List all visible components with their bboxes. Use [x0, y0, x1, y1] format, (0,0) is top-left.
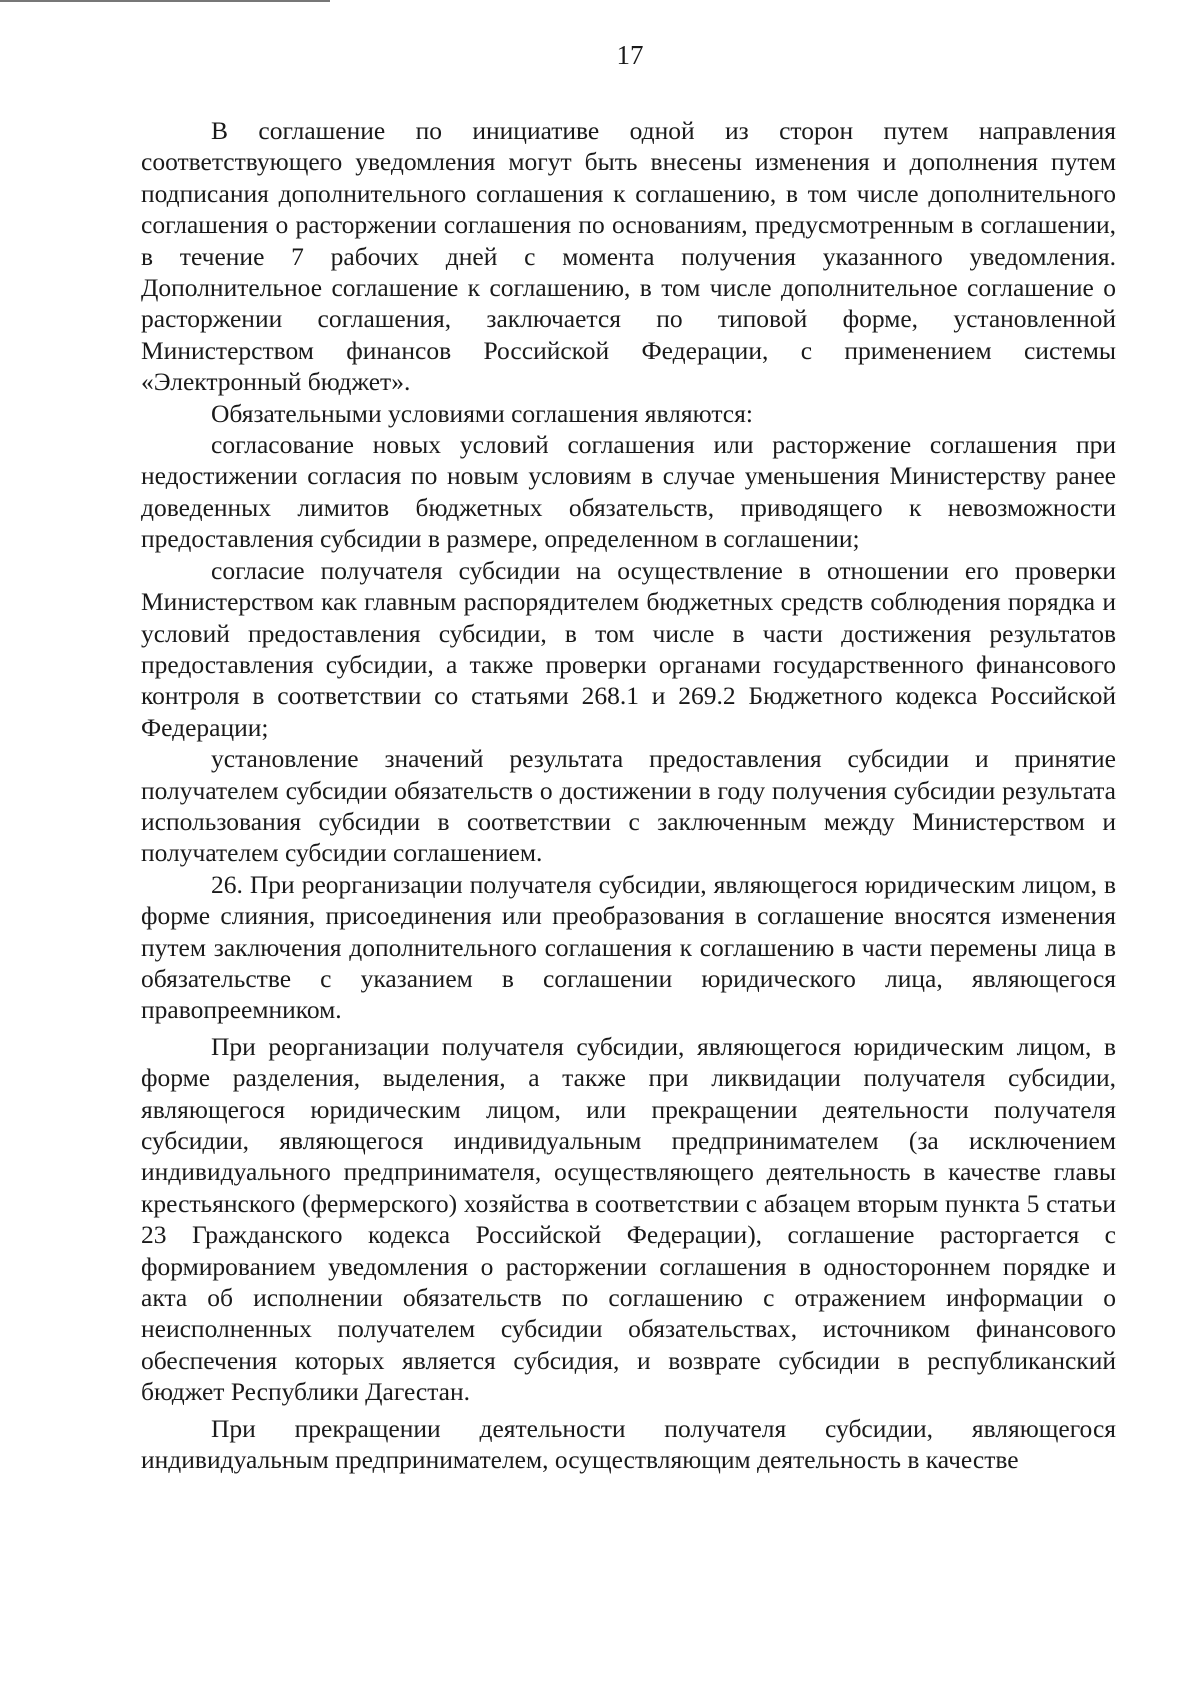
paragraph-mandatory-conditions: Обязательными условиями соглашения являются:	[211, 398, 753, 428]
paragraph-entrepreneur-cessation: При прекращении деятельности получателя субсидии, являющегося индивидуальным предпринимателем, осуществляющим деятельность в качестве	[141, 1413, 1116, 1475]
paragraph-item-26-reorganization: 26. При реорганизации получателя субсидии, являющегося юридическим лицом, в форме слияния, присоединения или преобразования в соглашение вносятся изменения путем заключения дополнительного соглашения к соглашению в части перемены лица в обязательстве с указанием в соглашении юридического лица, являющегося правопреемником.	[141, 869, 1116, 1025]
paragraph-amendment: В соглашение по инициативе одной из сторон путем направления соответствующего уведомления могут быть внесены изменения и дополнения путем подписания дополнительного соглашения к соглашению, в том числе дополнительного соглашения о расторжении соглашения по основаниям, предусмотренным в соглашении, в течение 7 рабочих дней с момента получения указанного уведомления. Дополнительное соглашение к соглашению, в том числе дополнительное соглашение о расторжении соглашения, заключается по типовой форме, установленной Министерством финансов Российской Федерации, с применением системы «Электронный бюджет».	[141, 116, 1116, 397]
page-number: 17	[616, 40, 644, 70]
paragraph-condition-audit-consent: согласие получателя субсидии на осуществление в отношении его проверки Министерством как главным распорядителем бюджетных средств соблюдения порядка и условий предоставления субсидии, в том числе в части достижения результатов предоставления субсидии, а также проверки органами государственного финансового контроля в соответствии со статьями 268.1 и 269.2 Бюджетного кодекса Российской Федерации;	[141, 555, 1116, 742]
paragraph-termination: При реорганизации получателя субсидии, являющегося юридическим лицом, в форме разделения, выделения, а также при ликвидации получателя субсидии, являющегося юридическим лицом, или прекращении деятельности получателя субсидии, являющегося индивидуальным предпринимателем (за исключением индивидуального предпринимателя, осуществляющего деятельность в качестве главы крестьянского (фермерского) хозяйства в соответствии с абзацем вторым пункта 5 статьи 23 Гражданского кодекса Российской Федерации), соглашение расторгается с формированием уведомления о расторжении соглашения в одностороннем порядке и акта об исполнении обязательств по соглашению с отражением информации о неисполненных получателем субсидии обязательствах, источником финансового обеспечения которых является субсидия, и возврате субсидии в республиканский бюджет Республики Дагестан.	[141, 1031, 1116, 1407]
document-body	[141, 115, 1116, 1475]
paragraph-condition-results: установление значений результата предоставления субсидии и принятие получателем субсидии обязательств о достижении в году получения субсидии результата использования субсидии в соответствии с заключенным между Министерством и получателем субсидии соглашением.	[141, 744, 1116, 868]
paragraph-condition-renegotiation: согласование новых условий соглашения или расторжение соглашения при недостижении согласия по новым условиям в случае уменьшения Министерству ранее доведенных лимитов бюджетных обязательств, приводящего к невозможности предоставления субсидии в размере, определенном в соглашении;	[141, 430, 1116, 554]
top-edge-rule	[0, 0, 330, 2]
